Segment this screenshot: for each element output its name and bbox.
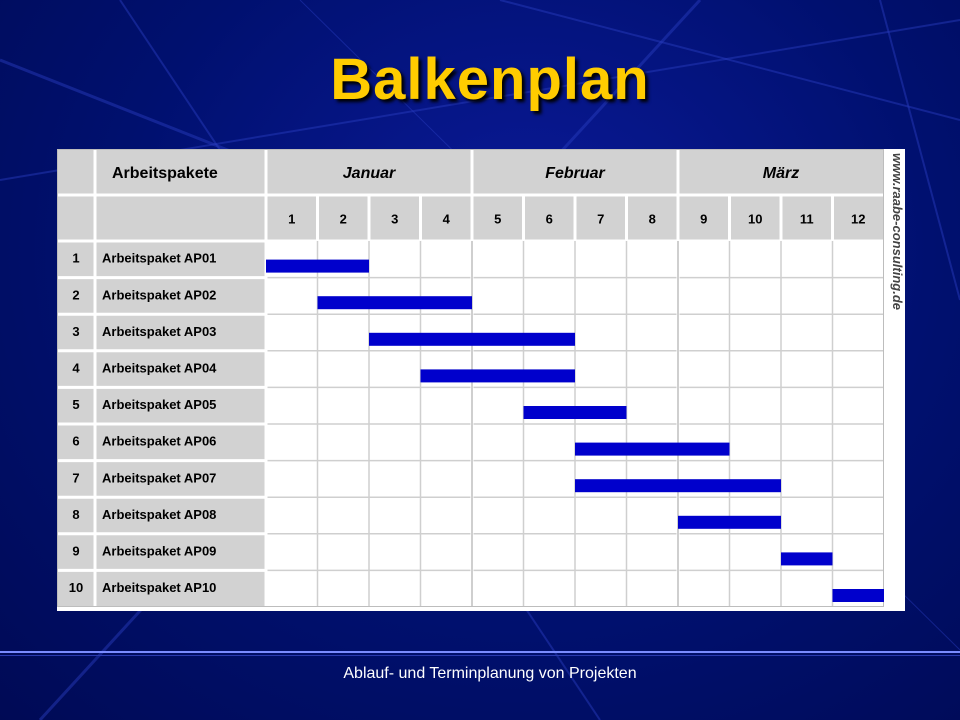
task-number: 7	[72, 470, 80, 486]
gantt-bar	[318, 296, 473, 309]
gantt-bar	[421, 369, 576, 382]
task-name: Arbeitspaket AP10	[102, 580, 217, 596]
slide-footer: Ablauf- und Terminplanung von Projekten	[343, 665, 637, 682]
week-label: 7	[597, 211, 605, 227]
task-name: Arbeitspaket AP05	[102, 397, 217, 413]
gantt-bar	[781, 552, 833, 565]
gantt-bar	[833, 589, 885, 602]
task-number: 8	[72, 506, 80, 522]
month-label: Februar	[545, 165, 605, 183]
task-number: 9	[72, 543, 80, 559]
task-number: 10	[68, 580, 84, 596]
gantt-chart	[57, 149, 905, 611]
task-name: Arbeitspaket AP01	[102, 250, 217, 266]
gantt-bar	[575, 443, 730, 456]
gantt-bar	[524, 406, 627, 419]
task-number: 3	[72, 323, 80, 339]
task-number: 2	[72, 287, 80, 303]
task-name: Arbeitspaket AP08	[102, 506, 217, 522]
week-label: 4	[442, 211, 450, 227]
week-label: 2	[339, 211, 347, 227]
gantt-bar	[678, 516, 781, 529]
task-name: Arbeitspaket AP04	[102, 360, 217, 376]
task-name: Arbeitspaket AP09	[102, 543, 217, 559]
week-label: 3	[391, 211, 399, 227]
task-number: 6	[72, 433, 80, 449]
footer-divider	[0, 651, 960, 653]
month-label: März	[762, 165, 800, 183]
column-header-label: Arbeitspakete	[112, 165, 218, 183]
week-label: 11	[799, 211, 814, 227]
task-name: Arbeitspaket AP07	[102, 470, 217, 486]
week-label: 10	[748, 211, 763, 227]
footer-divider-shadow	[0, 655, 960, 656]
slide-title: Balkenplan	[330, 47, 650, 112]
task-number: 4	[72, 360, 80, 376]
task-name: Arbeitspaket AP06	[102, 433, 217, 449]
week-label: 1	[288, 211, 296, 227]
week-label: 12	[851, 211, 866, 227]
task-name: Arbeitspaket AP02	[102, 287, 217, 303]
task-name: Arbeitspaket AP03	[102, 323, 217, 339]
month-label: Januar	[342, 165, 396, 183]
gantt-bar	[575, 479, 781, 492]
week-label: 9	[700, 211, 708, 227]
week-label: 5	[494, 211, 502, 227]
watermark-text: www.raabe-consulting.de	[890, 153, 905, 310]
week-label: 8	[648, 211, 656, 227]
gantt-bar	[266, 260, 369, 273]
week-label: 6	[545, 211, 553, 227]
gantt-bar	[369, 333, 575, 346]
task-number: 5	[72, 397, 80, 413]
task-number: 1	[72, 250, 80, 266]
